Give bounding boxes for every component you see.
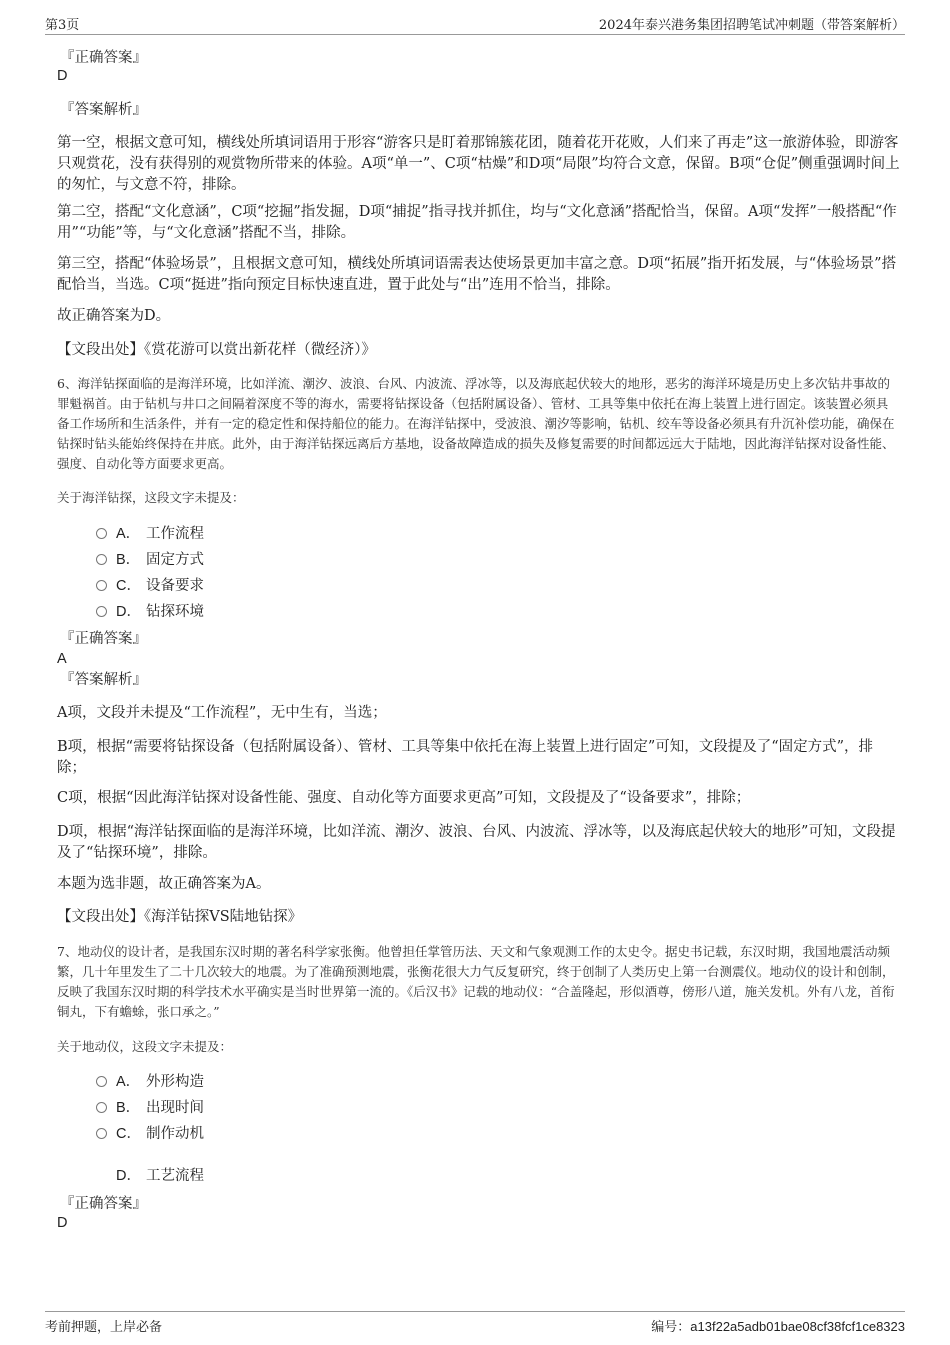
- q6-option-d[interactable]: D． 钻探环境: [96, 602, 204, 622]
- q7-option-d[interactable]: D． 工艺流程: [116, 1168, 204, 1184]
- q7-option-a[interactable]: A． 外形构造: [96, 1072, 204, 1092]
- q6-option-b[interactable]: B． 固定方式: [96, 550, 204, 570]
- q5-analysis-label: 『答案解析』: [60, 102, 147, 118]
- document-title: 2024年泰兴港务集团招聘笔试冲刺题（带答案解析）: [598, 18, 905, 33]
- q6-option-a[interactable]: A． 工作流程: [96, 524, 204, 544]
- q5-answer-label: 『正确答案』: [60, 50, 147, 66]
- q6-answer: A: [57, 651, 67, 667]
- q6-analysis-d: D项，根据“海洋钻探面临的是海洋环境，比如洋流、潮汐、波浪、台风、内波流、浮冰等，以及海底起伏较大的地形”可知，文段提及了“钻探环境”，排除。: [57, 824, 896, 861]
- q6-source: 【文段出处】《海洋钻探VS陆地钻探》: [57, 909, 303, 925]
- q6-analysis-a: A项，文段并未提及“工作流程”，无中生有，当选；: [57, 705, 387, 721]
- page-number: 第3页: [45, 18, 80, 33]
- radio-icon[interactable]: [96, 528, 107, 539]
- q5-analysis-p2: 第二空，搭配“文化意涵”，C项“挖掘”指发掘，D项“捕捉”指寻找并抓住，均与“文化意涵”搭配恰当，保留。A项“发挥”一般搭配“作用”“功能”等，与“文化意涵”搭配不当，排除。: [57, 204, 897, 241]
- q6-analysis-b: B项，根据“需要将钻探设备（包括附属设备）、管材、工具等集中依托在海上装置上进行固定”可知，文段提及了“固定方式”，排除；: [57, 739, 874, 776]
- q5-source: 【文段出处】《赏花游可以赏出新花样（微经济）》: [57, 342, 376, 358]
- q6-option-c[interactable]: C． 设备要求: [96, 576, 204, 596]
- q6-answer-label: 『正确答案』: [60, 631, 147, 647]
- q5-analysis-p3: 第三空，搭配“体验场景”，且根据文意可知，横线处所填词语需表达使场景更加丰富之意。D项“拓展”指开拓发展，与“体验场景”搭配恰当，当选。C项“挺进”指向预定目标快速直进，置于此处与“出”连用不恰当，排除。: [57, 256, 897, 293]
- q6-passage: 6、海洋钻探面临的是海洋环境，比如洋流、潮汐、波浪、台风、内波流、浮冰等，以及海底起伏较大的地形，恶劣的海洋环境是历史上多次钻井事故的罪魁祸首。由于钻机与井口之间隔着深度不等的海水，需要将钻探设备（包括附属设备）、管材、工具等集中依托在海上装置上进行固定。该装置必须具备工作场所和生活条件，并有一定的稳定性和保持船位的能力。在海洋钻探中，受波浪、潮汐等影响，钻机、绞车等设备必须具有升沉补偿功能，确保在钻探时钻头能始终保持在井底。此外，由于海洋钻探远离后方基地，设备故障造成的损失及修复需要的时间都远远大于陆地，因此海洋钻探对设备性能、强度、自动化等方面要求更高。: [57, 376, 895, 471]
- radio-icon[interactable]: [96, 1102, 107, 1113]
- footer-slogan: 考前押题，上岸必备: [45, 1320, 163, 1335]
- q7-question: 关于地动仪，这段文字未提及：: [57, 1039, 233, 1054]
- radio-icon[interactable]: [96, 1076, 107, 1087]
- document-id: 编号：a13f22a5adb01bae08cf38fcf1ce8323: [651, 1319, 905, 1334]
- page-footer: [45, 1311, 905, 1335]
- q5-analysis-p1: 第一空，根据文意可知，横线处所填词语用于形容“游客只是盯着那锦簇花团，随着花开花败，人们来了再走”这一旅游体验，即游客只观赏花，没有获得别的观赏物所带来的体验。A项“单一”、C项“枯燥”和D项“局限”均符合文意，保留。B项“仓促”侧重强调时间上的匆忙，与文意不符，排除。: [57, 135, 900, 193]
- radio-icon[interactable]: [96, 580, 107, 591]
- q5-conclusion: 故正确答案为D。: [57, 308, 171, 324]
- q7-passage: 7、地动仪的设计者，是我国东汉时期的著名科学家张衡。他曾担任掌管历法、天文和气象观测工作的太史令。据史书记载，东汉时期，我国地震活动频繁，几十年里发生了二十几次较大的地震。为了准确预测地震，张衡花很大力气反复研究，终于创制了人类历史上第一台测震仪。地动仪的设计和创制，反映了我国东汉时期的科学技术水平确实是当时世界第一流的。《后汉书》记载的地动仪：“合盖隆起，形似酒尊，傍形八道，施关发机。外有八龙，首衔铜丸，下有蟾蜍，张口承之。”: [57, 944, 895, 1019]
- radio-icon[interactable]: [96, 1128, 107, 1139]
- q6-conclusion: 本题为选非题，故正确答案为A。: [57, 876, 271, 892]
- q6-analysis-label: 『答案解析』: [60, 672, 147, 688]
- q6-question: 关于海洋钻探，这段文字未提及：: [57, 490, 245, 505]
- radio-icon[interactable]: [96, 606, 107, 617]
- radio-icon[interactable]: [96, 554, 107, 565]
- q6-analysis-c: C项，根据“因此海洋钻探对设备性能、强度、自动化等方面要求更高”可知，文段提及了“设备要求”，排除；: [57, 790, 751, 806]
- page-header: [45, 14, 905, 35]
- q7-answer-label: 『正确答案』: [60, 1196, 147, 1212]
- q7-option-c[interactable]: C． 制作动机: [96, 1124, 204, 1144]
- q5-answer: D: [57, 68, 68, 84]
- q7-option-b[interactable]: B． 出现时间: [96, 1098, 204, 1118]
- q7-answer: D: [57, 1215, 68, 1231]
